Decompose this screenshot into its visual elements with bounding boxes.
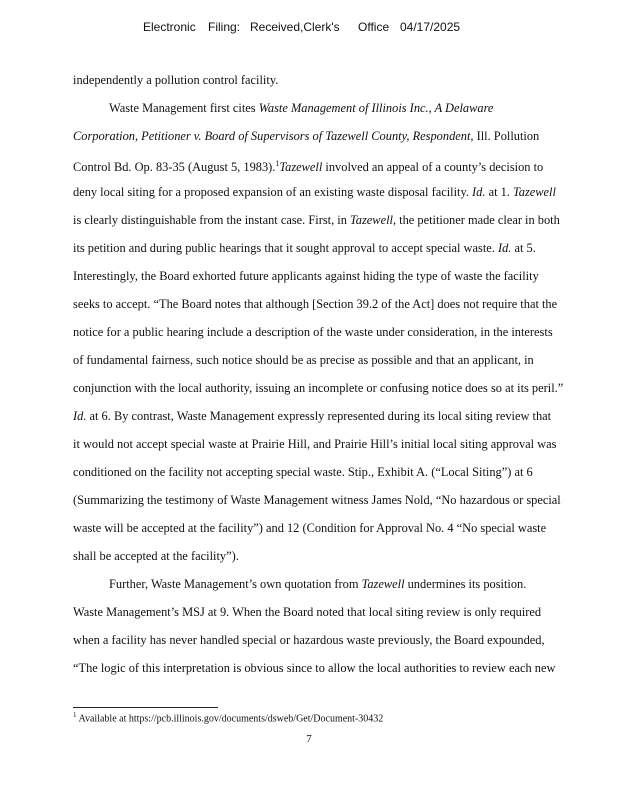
footnote xyxy=(73,711,383,724)
header-filing: Filing: xyxy=(208,20,241,34)
header-date: 04/17/2025 xyxy=(400,20,461,34)
body-line-21: when a facility has never handled special or hazardous waste previously, the Board expounded, xyxy=(73,633,545,647)
body-line-3: Corporation, Petitioner v. Board of Supervisors of Tazewell County, Respondent, Ill. Pollution xyxy=(73,129,540,143)
body-line-9: seeks to accept. “The Board notes that although [Section 39.2 of the Act] does not require that the xyxy=(73,297,558,311)
body-line-17: waste will be accepted at the facility”) and 12 (Condition for Approval No. 4 “No special waste xyxy=(73,521,547,535)
header-office: Office xyxy=(358,20,390,34)
body-line-6: is clearly distinguishable from the instant case. First, in Tazewell, the petitioner made clear in both xyxy=(73,213,560,227)
body-line-7: its petition and during public hearings that it sought approval to accept special waste. Id. at 5. xyxy=(73,241,536,255)
body-line-22: “The logic of this interpretation is obvious since to allow the local authorities to review each new xyxy=(73,661,556,675)
body-line-20: Waste Management’s MSJ at 9. When the Board noted that local siting review is only required xyxy=(73,605,542,619)
header-electronic: Electronic xyxy=(143,20,196,34)
body-line-18: shall be accepted at the facility”). xyxy=(73,549,239,563)
footnote-divider xyxy=(73,707,218,708)
body-line-1: independently a pollution control facility. xyxy=(73,73,279,87)
body-line-8: Interestingly, the Board exhorted future applicants against hiding the type of waste the facility xyxy=(73,269,539,283)
body-line-10: notice for a public hearing include a description of the waste under consideration, in the interests xyxy=(73,325,553,339)
footnote-text: Available at https://pcb.illinois.gov/documents/dsweb/Get/Document-30432 xyxy=(78,713,384,725)
body-line-4: Control Bd. Op. 83-35 (August 5, 1983).$^1$Tazewell involved an appeal of a county’s decision to xyxy=(73,159,544,175)
page-number: 7 xyxy=(306,733,312,745)
body-line-14: it would not accept special waste at Prairie Hill, and Prairie Hill’s initial local siting approval was xyxy=(73,437,557,451)
body-line-12: conjunction with the local authority, issuing an incomplete or confusing notice does so at its peril.” xyxy=(73,381,564,395)
footnote-marker: 1 xyxy=(73,711,77,719)
body-line-5: deny local siting for a proposed expansion of an existing waste disposal facility. Id. at 1. Tazewell xyxy=(73,185,556,199)
body-line-15: conditioned on the facility not accepting special waste. Stip., Exhibit A. (“Local Siting”) at 6 xyxy=(73,465,533,479)
body-line-2: Waste Management first cites Waste Management of Illinois Inc., A Delaware xyxy=(109,101,494,115)
body-line-19: Further, Waste Management’s own quotation from Tazewell undermines its position. xyxy=(109,577,527,591)
body-line-16: (Summarizing the testimony of Waste Management witness James Nold, “No hazardous or special xyxy=(73,493,561,507)
body-line-13: Id. at 6. By contrast, Waste Management expressly represented during its local siting review that xyxy=(73,409,552,423)
header-received: Received,Clerk's xyxy=(250,20,340,34)
case-citation: Waste Management of Illinois Inc., A Delaware xyxy=(258,101,494,115)
body-line-11: of fundamental fairness, such notice should be as precise as possible and that an applicant, in xyxy=(73,353,534,367)
footnote-ref: 1 xyxy=(275,159,280,168)
